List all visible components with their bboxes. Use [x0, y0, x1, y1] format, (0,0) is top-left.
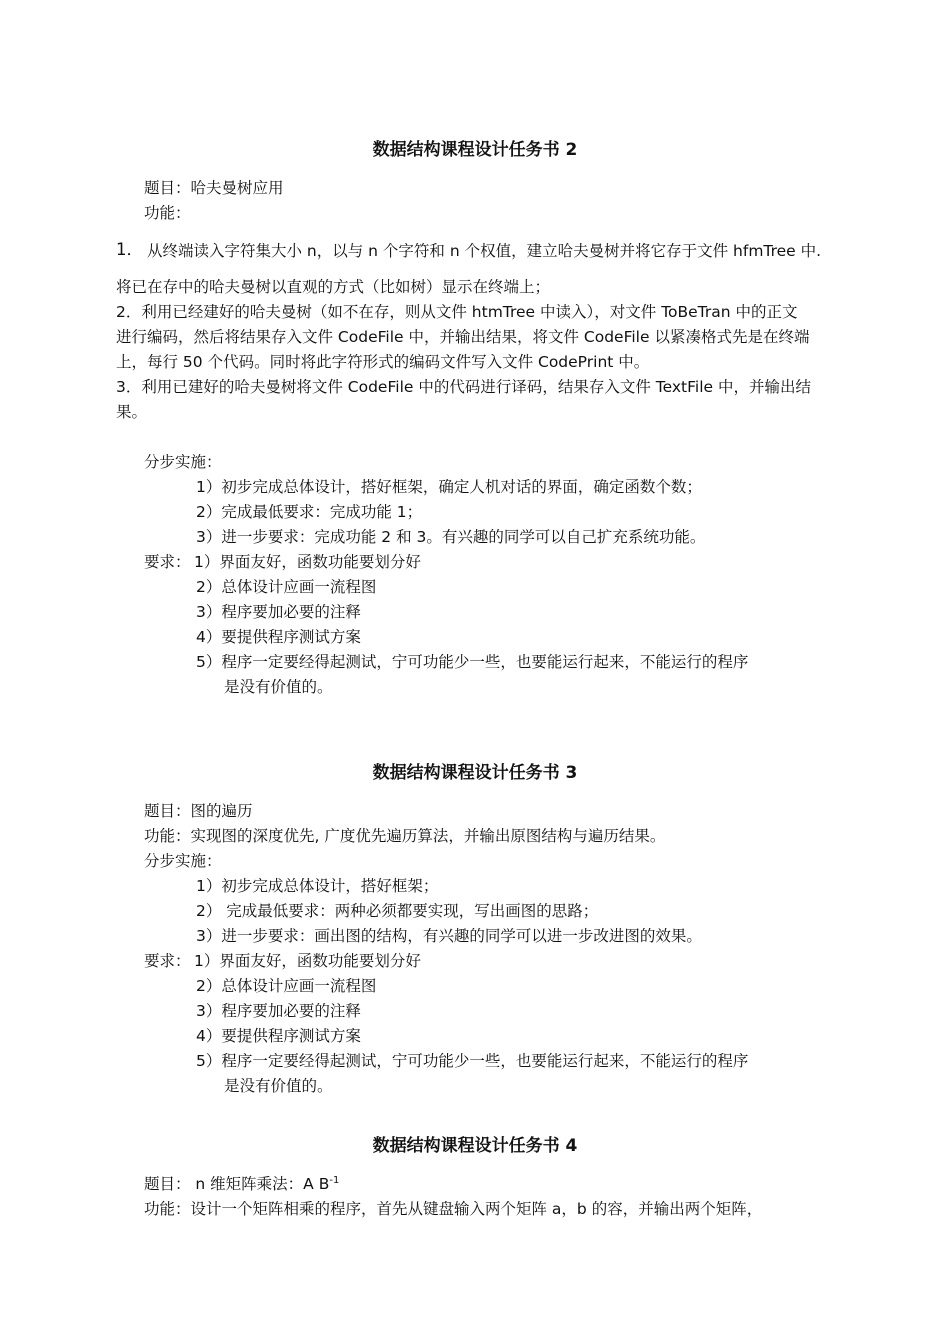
- section2-req: 4）要提供程序测试方案: [196, 628, 361, 646]
- section4-function: 功能：设计一个矩阵相乘的程序，首先从键盘输入两个矩阵 a，b 的容，并输出两个矩阵，: [144, 1200, 763, 1218]
- section4-topic-superscript: -1: [329, 1175, 340, 1186]
- section3-steps-label: 分步实施：: [144, 852, 222, 870]
- section3-req: 3）程序要加必要的注释: [196, 1002, 361, 1020]
- section4-topic: [144, 1174, 339, 1197]
- section2-topic: 题目：哈夫曼树应用: [144, 179, 284, 197]
- section3-topic: 题目：图的遍历: [144, 802, 253, 820]
- section2-item3-line1: 3．利用已建好的哈夫曼树将文件 CodeFile 中的代码进行译码，结果存入文件 TextFile 中，并输出结: [116, 378, 811, 396]
- section3-function: 功能：实现图的深度优先, 广度优先遍历算法，并输出原图结构与遍历结果。: [144, 827, 666, 845]
- section2-item2-line2: 进行编码，然后将结果存入文件 CodeFile 中，并输出结果，将文件 CodeFile 以紧凑格式先是在终端: [116, 328, 810, 346]
- section2-item3-line2: 果。: [116, 403, 148, 421]
- section3-req: 5）程序一定要经得起测试，宁可功能少一些，也要能运行起来，不能运行的程序: [196, 1052, 749, 1070]
- section2-req: 5）程序一定要经得起测试，宁可功能少一些，也要能运行起来，不能运行的程序: [196, 653, 749, 671]
- section2-item1-line1: 从终端读入字符集大小 n，以与 n 个字符和 n 个权值，建立哈夫曼树并将它存于文件 hfmTree 中.: [147, 242, 822, 260]
- section4-title: 数据结构课程设计任务书 4: [372, 1136, 578, 1156]
- section3-step: 1）初步完成总体设计，搭好框架；: [196, 877, 439, 895]
- section3-req: 4）要提供程序测试方案: [196, 1027, 361, 1045]
- section2-req: 2）总体设计应画一流程图: [196, 578, 377, 596]
- section2-step: 2）完成最低要求：完成功能 1；: [196, 503, 423, 521]
- section2-req-label: 要求：: [144, 553, 191, 571]
- section2-item2-line1: 2．利用已经建好的哈夫曼树（如不在存，则从文件 htmTree 中读入），对文件 ToBeTran 中的正文: [116, 303, 798, 321]
- section2-item1-number: 1．: [116, 240, 143, 259]
- section2-title: 数据结构课程设计任务书 2: [372, 140, 578, 160]
- section2-step: 3）进一步要求：完成功能 2 和 3。有兴趣的同学可以自己扩充系统功能。: [196, 528, 706, 546]
- section2-req: 3）程序要加必要的注释: [196, 603, 361, 621]
- section4-topic-text: 题目： n 维矩阵乘法：A B: [144, 1175, 330, 1193]
- section2-function-label: 功能：: [144, 204, 191, 222]
- section2-item2-line3: 上，每行 50 个代码。同时将此字符形式的编码文件写入文件 CodePrint 中。: [116, 353, 650, 371]
- section3-req-label: 要求：: [144, 952, 191, 970]
- section2-req: 1）界面友好，函数功能要划分好: [194, 553, 421, 571]
- section3-step: 3）进一步要求：画出图的结构，有兴趣的同学可以进一步改进图的效果。: [196, 927, 702, 945]
- section3-title: 数据结构课程设计任务书 3: [372, 763, 578, 783]
- section3-req5-cont: 是没有价值的。: [224, 1077, 333, 1095]
- section2-steps-label: 分步实施：: [144, 453, 222, 471]
- section2-step: 1）初步完成总体设计，搭好框架，确定人机对话的界面，确定函数个数；: [196, 478, 702, 496]
- section2-req5-cont: 是没有价值的。: [224, 678, 333, 696]
- section3-step: 2） 完成最低要求：两种必须都要实现，写出画图的思路；: [196, 902, 599, 920]
- section2-item1-line2: 将已在存中的哈夫曼树以直观的方式（比如树）显示在终端上；: [116, 278, 551, 296]
- section3-req: 1）界面友好，函数功能要划分好: [194, 952, 421, 970]
- section3-req: 2）总体设计应画一流程图: [196, 977, 377, 995]
